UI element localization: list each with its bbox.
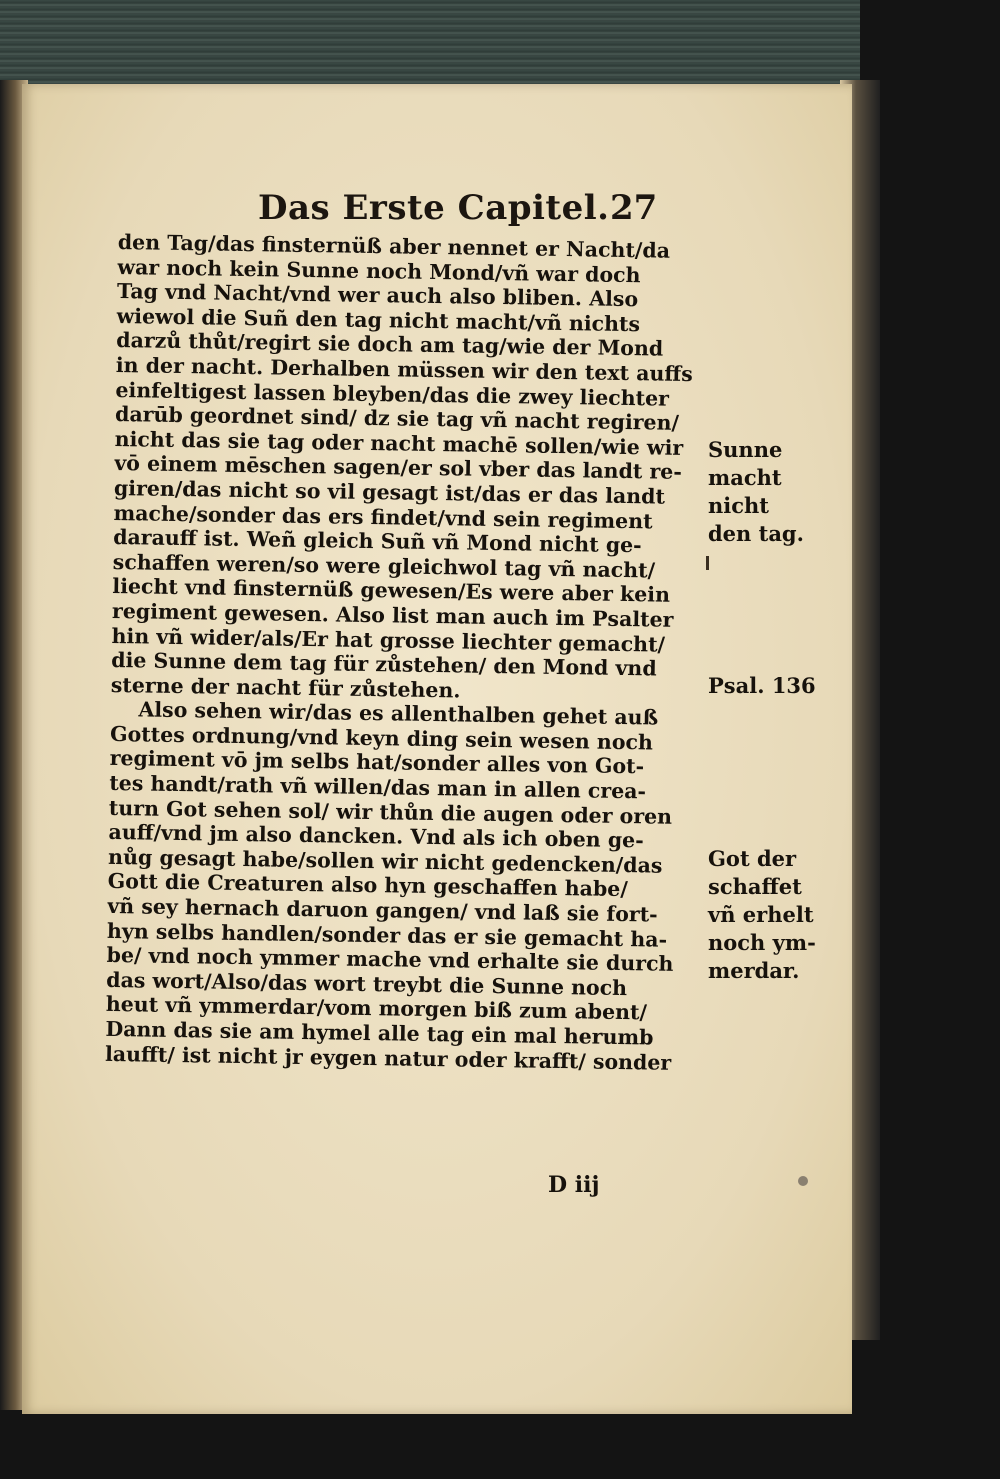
- text-line: regiment gewesen. Also list man auch im Psalter: [111, 598, 674, 632]
- text-line: darauff ist. Weñ gleich Suñ vñ Mond nicht ge-: [112, 525, 642, 558]
- text-line: vō einem mēschen sagen/er sol vber das landt re-: [114, 451, 683, 485]
- text-line: mache/sonder das ers findet/vnd sein regiment: [113, 500, 653, 533]
- text-line: Gottes ordnung/vnd keyn ding sein wesen noch: [109, 721, 654, 755]
- text-line: darzů thůt/regirt sie doch am tag/wie der Mond: [116, 328, 664, 361]
- margin-note-line: den tag.: [708, 521, 804, 546]
- text-line: auff/vnd jm also dancken. Vnd als ich oben ge-: [108, 820, 644, 853]
- text-line: das wort/Also/das wort treybt die Sunne noch: [106, 967, 628, 1000]
- margin-note-line: noch ym-: [708, 930, 816, 955]
- margin-note-line: Got der: [708, 846, 797, 871]
- book-edge-top: [0, 0, 860, 96]
- margin-note-line: Psal. 136: [708, 673, 816, 698]
- page-number: 27: [610, 188, 658, 228]
- margin-note-got: [708, 845, 816, 985]
- text-line: regiment vō jm selbs hat/sonder alles von Got-: [109, 746, 645, 779]
- text-line: einfeltigest lassen bleyben/das die zwey liechter: [115, 377, 670, 411]
- text-line: hin vñ wider/als/Er hat grosse liechter gemacht/: [111, 623, 666, 657]
- text-line: hyn selbs handlen/sonder das er sie gemacht ha-: [106, 918, 668, 952]
- margin-note-line: vñ erhelt: [708, 902, 814, 927]
- text-line: nůg gesagt habe/sollen wir nicht gedencken/das: [107, 844, 663, 878]
- text-line: tes handt/rath vñ willen/das man in allen crea-: [109, 770, 647, 804]
- text-line: be/ vnd noch ymmer mache vnd erhalte sie durch: [106, 943, 674, 977]
- text-line: sterne der nacht für zůstehen.: [110, 672, 461, 703]
- margin-note-line: Sunne: [708, 437, 783, 462]
- text-line: liecht vnd finsternüß gewesen/Es were aber kein: [112, 574, 671, 608]
- margin-note-line: macht: [708, 465, 782, 490]
- margin-note-sunne: [708, 436, 804, 548]
- text-line: heut vñ ymmerdar/vom morgen biß zum abent/: [105, 992, 648, 1025]
- text-line: die Sunne dem tag für zůstehen/ den Mond vnd: [111, 648, 657, 681]
- margin-note-line: schaffet: [708, 874, 802, 899]
- text-line: turn Got sehen sol/ wir thůn die augen oder oren: [108, 795, 673, 829]
- margin-note-line: merdar.: [708, 958, 800, 983]
- chapter-title: Das Erste Capitel.: [258, 188, 610, 228]
- text-line: schaffen weren/so were gleichwol tag vñ nacht/: [112, 549, 656, 583]
- margin-note-psalm: [708, 672, 816, 700]
- text-line: vñ sey hernach daruon gangen/ vnd laß sie fort-: [107, 893, 658, 927]
- signature-mark: D iij: [548, 1172, 600, 1198]
- text-line: darūb geordnet sind/ dz sie tag vñ nacht regiren/: [114, 402, 680, 435]
- text-line: Also sehen wir/das es allenthalben gehet auß: [138, 697, 659, 730]
- text-line: Tag vnd Nacht/vnd wer auch also bliben. Also: [116, 279, 639, 312]
- margin-tick-mark: [706, 556, 709, 570]
- text-line: war noch kein Sunne noch Mond/vñ war doch: [117, 254, 641, 287]
- text-line: nicht das sie tag oder nacht machē sollen/wie wir: [114, 426, 684, 460]
- text-line: Gott die Creaturen also hyn geschaffen habe/: [107, 869, 628, 902]
- margin-note-line: nicht: [708, 493, 770, 518]
- page-spot: [798, 1176, 808, 1186]
- body-text: [105, 230, 698, 1075]
- text-line: Dann das sie am hymel alle tag ein mal herumb: [105, 1016, 654, 1050]
- text-line: den Tag/das finsternüß aber nennet er Nacht/da: [117, 230, 671, 263]
- page-header: [258, 188, 678, 238]
- text-line: giren/das nicht so vil gesagt ist/das er das landt: [113, 475, 666, 509]
- text-line: laufft/ ist nicht jr eygen natur oder krafft/ sonder: [104, 1041, 672, 1075]
- text-line: wiewol die Suñ den tag nicht macht/vñ nichts: [116, 303, 641, 336]
- text-line: in der nacht. Derhalben müssen wir den text auffs: [115, 352, 693, 387]
